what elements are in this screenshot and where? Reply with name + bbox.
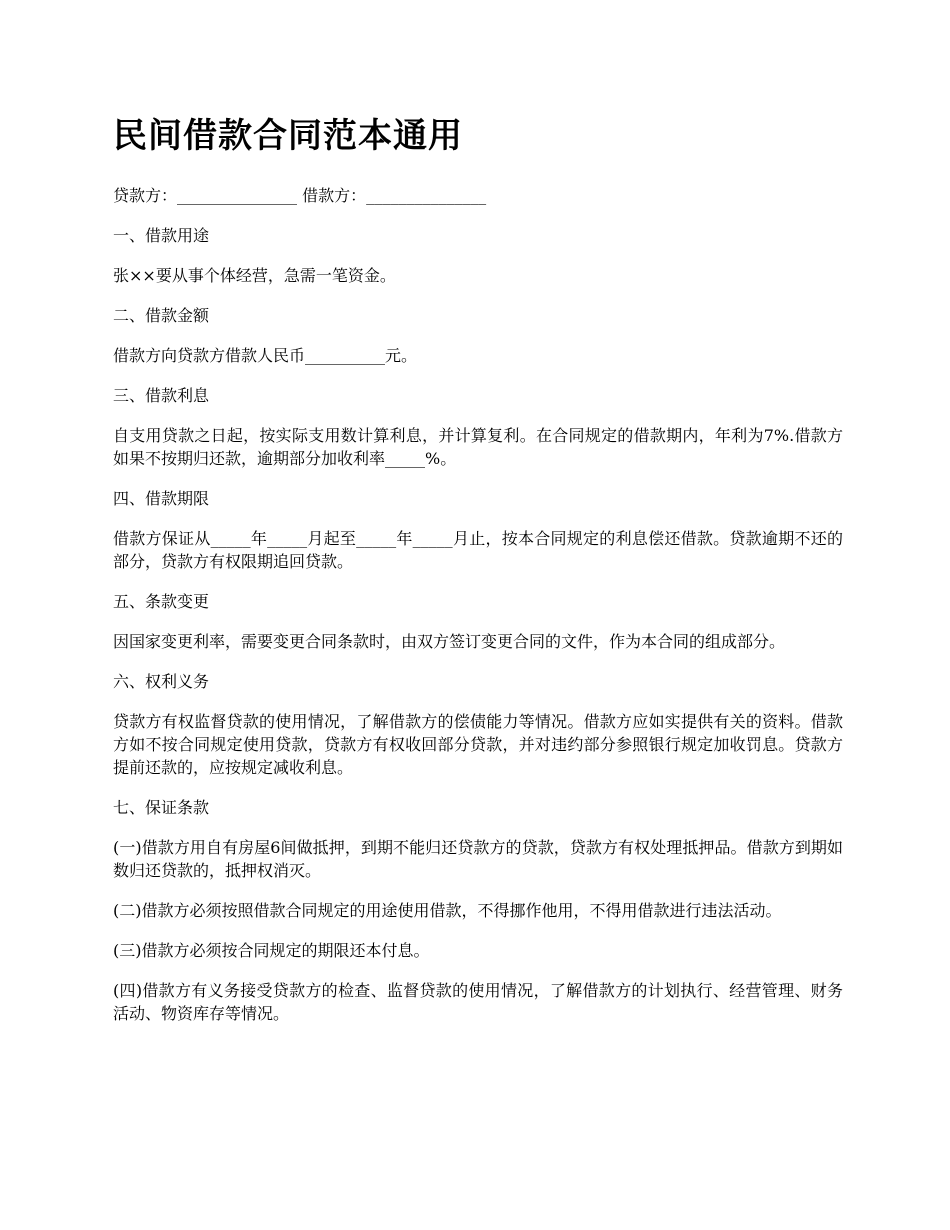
guarantee-clause-4: (四)借款方有义务接受贷款方的检查、监督贷款的使用情况，了解借款方的计划执行、经营管理、财务活动、物资库存等情况。	[113, 981, 843, 1023]
section-heading-interest: 三、借款利息	[113, 386, 210, 405]
section-paragraph: 借款方向贷款方借款人民币__________元。	[113, 346, 418, 365]
document-page	[113, 112, 843, 1042]
section-paragraph: 因国家变更利率，需要变更合同条款时，由双方签订变更合同的文件，作为本合同的组成部分。	[113, 632, 786, 651]
section-paragraph: 自支用贷款之日起，按实际支用数计算利息，并计算复利。在合同规定的借款期内，年利为7%.借款方如果不按期归还款，逾期部分加收利率_____%。	[113, 426, 843, 468]
guarantee-clause-2: (二)借款方必须按照借款合同规定的用途使用借款，不得挪作他用，不得用借款进行违法活动。	[113, 901, 782, 920]
document-title: 民间借款合同范本通用	[113, 116, 463, 156]
section-heading-purpose: 一、借款用途	[113, 226, 210, 245]
section-heading-rights: 六、权利义务	[113, 672, 210, 691]
section-heading-changes: 五、条款变更	[113, 592, 210, 611]
section-heading-amount: 二、借款金额	[113, 306, 210, 325]
section-heading-guarantee: 七、保证条款	[113, 798, 210, 817]
section-paragraph: 贷款方有权监督贷款的使用情况，了解借款方的偿债能力等情况。借款方应如实提供有关的资料。借款方如不按合同规定使用贷款，贷款方有权收回部分贷款，并对违约部分参照银行规定加收罚息。贷款方提前还款的，应按规定减收利息。	[113, 712, 843, 777]
section-paragraph: 借款方保证从_____年_____月起至_____年_____月止，按本合同规定的利息偿还借款。贷款逾期不还的部分，贷款方有权限期追回贷款。	[113, 529, 843, 571]
parties-line: 贷款方：_______________ 借款方：_______________	[113, 186, 487, 205]
guarantee-clause-3: (三)借款方必须按合同规定的期限还本付息。	[113, 941, 430, 960]
section-paragraph: 张××要从事个体经营，急需一笔资金。	[113, 266, 396, 285]
guarantee-clause-1: (一)借款方用自有房屋6间做抵押，到期不能归还贷款方的贷款，贷款方有权处理抵押品。借款方到期如数归还贷款的，抵押权消灭。	[113, 838, 843, 880]
section-heading-term: 四、借款期限	[113, 489, 210, 508]
